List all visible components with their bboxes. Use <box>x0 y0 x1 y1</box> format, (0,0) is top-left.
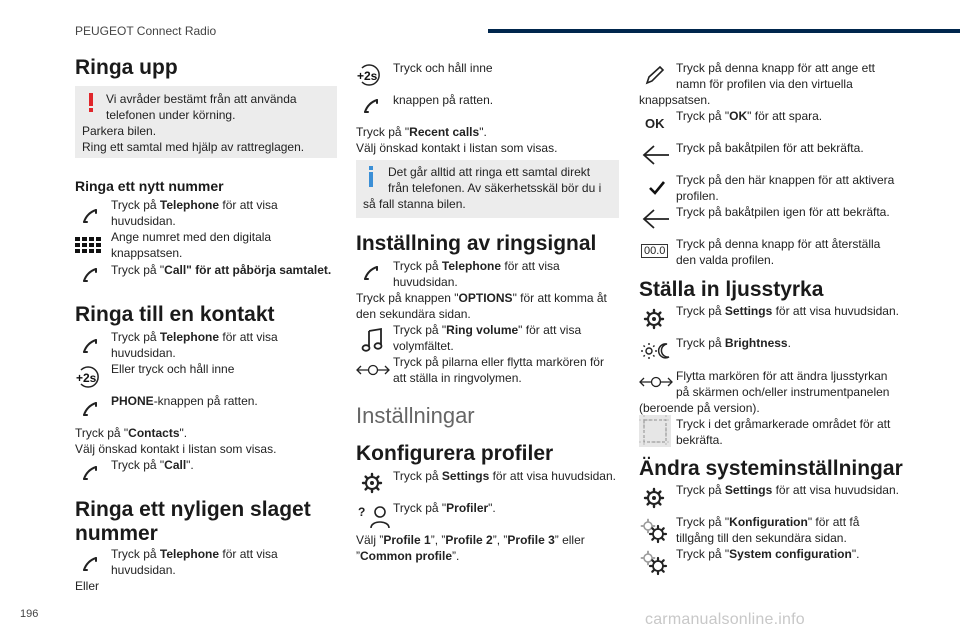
step-text: Tryck på "OK" för att spara. <box>676 109 823 123</box>
step-text: Tryck på Telephone för att visa <box>393 259 560 273</box>
gears-icon <box>640 518 668 544</box>
info-text-3: så fall stanna bilen. <box>363 197 466 211</box>
step-text: Tryck på Telephone för att visa <box>111 198 278 212</box>
heading-profiles: Konfigurera profiler <box>356 442 554 465</box>
step-text: Tryck på denna knapp för att ange ett <box>676 61 876 75</box>
section-title-call: Ringa upp <box>75 56 178 79</box>
telephone-icon <box>362 97 380 115</box>
telephone-icon <box>81 337 99 355</box>
warning-icon <box>87 93 95 113</box>
checkmark-icon <box>648 180 666 196</box>
step-text: Tryck på denna knapp för att återställa <box>676 237 881 251</box>
step-text: Tryck på "Ring volume" för att visa <box>393 323 582 337</box>
step-text: på skärmen och/eller instrumentpanelen <box>676 385 890 399</box>
step-text: Flytta markören för att ändra ljusstyrkan <box>676 369 888 383</box>
paragraph: Tryck på "Recent calls". <box>356 125 487 139</box>
heading-system: Ändra systeminställningar <box>639 457 903 480</box>
header-rule <box>488 29 960 33</box>
gear-icon <box>643 308 665 330</box>
step-text: (beroende på version). <box>639 401 760 415</box>
reset-icon: 00.0 <box>641 244 668 258</box>
step-text: att ställa in ringvolymen. <box>393 371 522 385</box>
step-text: Ange numret med den digitala <box>111 230 272 244</box>
step-text: bekräfta. <box>676 433 723 447</box>
info-text-1: Det går alltid att ringa ett samtal direkt <box>388 165 591 179</box>
heading-recent-2: nummer <box>75 522 158 545</box>
paragraph: ”Common profile”. <box>356 549 460 563</box>
section-title-settings: Inställningar <box>356 403 475 428</box>
step-text: PHONE-knappen på ratten. <box>111 394 258 408</box>
paragraph: Tryck på knappen "OPTIONS" för att komma åt <box>356 291 607 305</box>
watermark: carmanualsonline.info <box>645 611 805 628</box>
step-text: huvudsidan. <box>111 563 176 577</box>
ok-icon: OK <box>645 116 665 131</box>
step-text: huvudsidan. <box>393 275 458 289</box>
paragraph: den sekundära sidan. <box>356 307 471 321</box>
step-text: Tryck på "System configuration". <box>676 547 860 561</box>
step-text: knappsatsen. <box>111 246 183 260</box>
warning-text-1: Vi avråder bestämt från att använda <box>106 92 297 106</box>
step-text: Tryck och håll inne <box>393 61 493 75</box>
heading-contact: Ringa till en kontakt <box>75 303 275 326</box>
step-text: namn för profilen via den virtuella <box>676 77 853 91</box>
telephone-icon <box>81 464 99 482</box>
gear-icon <box>361 472 383 494</box>
step-text: den valda profilen. <box>676 253 775 267</box>
gears-icon <box>640 550 668 576</box>
heading-recent-1: Ringa ett nyligen slaget <box>75 498 311 521</box>
back-arrow-icon <box>642 209 670 229</box>
paragraph: Eller <box>75 579 100 593</box>
info-icon <box>367 166 375 188</box>
step-text: Tryck på "Call". <box>111 458 194 472</box>
slider-cursor-icon <box>639 374 673 390</box>
slider-cursor-icon <box>356 362 390 378</box>
step-text: huvudsidan. <box>111 346 176 360</box>
step-text: tillgång till den sekundära sidan. <box>676 531 847 545</box>
step-text: Tryck på bakåtpilen för att bekräfta. <box>676 141 864 155</box>
step-text: Tryck på Settings för att visa huvudsidan. <box>676 304 899 318</box>
hold-2s-icon <box>75 366 105 388</box>
paragraph: Tryck på "Contacts". <box>75 426 188 440</box>
step-text: Tryck på "Profiler". <box>393 501 496 515</box>
step-text: Tryck på "Konfiguration" för att få <box>676 515 860 529</box>
step-text: Tryck på den här knappen för att aktivera <box>676 173 895 187</box>
step-text: Tryck på Telephone för att visa <box>111 330 278 344</box>
back-arrow-icon <box>642 145 670 165</box>
warning-text-2: telefonen under körning. <box>106 108 236 122</box>
hold-2s-icon <box>356 64 386 86</box>
step-text: Tryck på bakåtpilen igen för att bekräfta. <box>676 205 890 219</box>
telephone-icon <box>362 264 380 282</box>
paragraph: Välj ”Profile 1”, ”Profile 2”, ”Profile 3” eller <box>356 533 585 547</box>
telephone-icon <box>81 266 99 284</box>
heading-brightness: Ställa in ljusstyrka <box>639 278 824 301</box>
gray-area-icon <box>639 415 671 447</box>
music-note-icon <box>359 327 385 353</box>
warning-text-4: Ring ett samtal med hjälp av rattreglagen. <box>82 140 305 154</box>
svg-text:?: ? <box>358 505 366 519</box>
info-text-2: från telefonen. Av säkerhetsskäl bör du i <box>388 181 602 195</box>
paragraph: Välj önskad kontakt i listan som visas. <box>356 141 558 155</box>
step-text: Tryck på "Call" för att påbörja samtalet. <box>111 263 332 277</box>
heading-ringtone: Inställning av ringsignal <box>356 232 597 255</box>
svg-text:+2s: +2s <box>357 69 378 83</box>
profile-icon <box>358 503 390 529</box>
paragraph: Välj önskad kontakt i listan som visas. <box>75 442 277 456</box>
pencil-icon <box>645 65 665 85</box>
telephone-icon <box>81 555 99 573</box>
step-text: Tryck på Settings för att visa huvudsidan. <box>393 469 616 483</box>
step-text: Tryck på Telephone för att visa <box>111 547 278 561</box>
step-text: Eller tryck och håll inne <box>111 362 235 376</box>
step-text: Tryck på pilarna eller flytta markören för <box>393 355 604 369</box>
step-text: Tryck på Settings för att visa huvudsidan. <box>676 483 899 497</box>
running-header: PEUGEOT Connect Radio <box>75 24 217 38</box>
gear-icon <box>643 487 665 509</box>
svg-text:+2s: +2s <box>76 371 97 385</box>
step-text: knappen på ratten. <box>393 93 494 107</box>
heading-new-number: Ringa ett nytt nummer <box>75 178 224 194</box>
page-number: 196 <box>20 608 39 620</box>
step-text: Tryck på Brightness. <box>676 336 791 350</box>
step-text: huvudsidan. <box>111 214 176 228</box>
step-text: volymfältet. <box>393 339 454 353</box>
step-text: profilen. <box>676 189 719 203</box>
warning-text-3: Parkera bilen. <box>82 124 157 138</box>
keypad-icon <box>75 235 102 255</box>
telephone-icon <box>81 207 99 225</box>
step-text: knappsatsen. <box>639 93 711 107</box>
sun-moon-icon <box>641 342 671 360</box>
telephone-icon <box>81 400 99 418</box>
step-text: Tryck i det gråmarkerade området för att <box>676 417 891 431</box>
